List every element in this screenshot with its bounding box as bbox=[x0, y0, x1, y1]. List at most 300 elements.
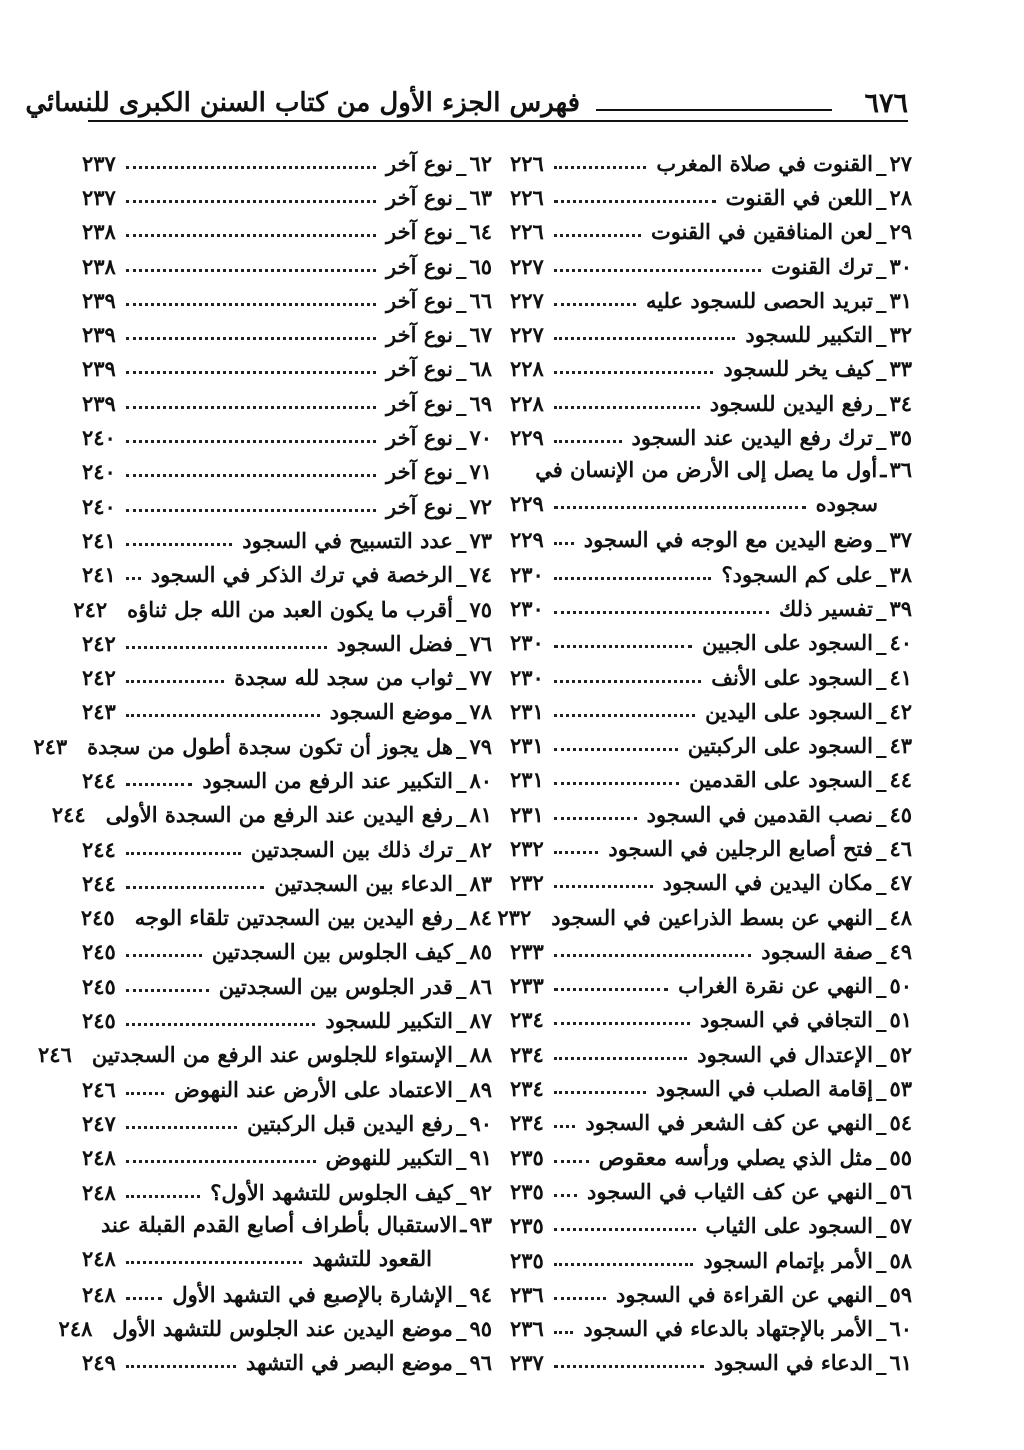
entry-dash: _ bbox=[875, 219, 887, 245]
index-entry bbox=[58, 1312, 492, 1346]
index-entry bbox=[510, 866, 912, 900]
entry-number: ٦٨ bbox=[469, 356, 492, 382]
index-entry bbox=[510, 1003, 912, 1037]
entry-number: ٧٩ bbox=[469, 733, 492, 759]
entry-title: ترك القنوت bbox=[771, 253, 873, 279]
entry-dash: _ bbox=[455, 1316, 467, 1342]
entry-dash: _ bbox=[455, 733, 467, 759]
entry-number: ٩٣ bbox=[469, 1211, 492, 1237]
entry-page: ٢٤٨ bbox=[82, 1145, 116, 1171]
entry-number: ٩٥ bbox=[469, 1316, 492, 1342]
index-entry bbox=[510, 1346, 912, 1380]
index-entry bbox=[510, 249, 912, 283]
entry-dash: _ bbox=[875, 938, 887, 964]
entry-title: نوع آخر bbox=[386, 150, 453, 176]
entry-title: القنوت في صلاة المغرب bbox=[656, 150, 873, 176]
entry-title: فتح أصابع الرجلين في السجود bbox=[608, 835, 873, 861]
leader-dots bbox=[554, 166, 647, 169]
entry-dash: _ bbox=[455, 459, 467, 485]
entry-title: موضع البصر في التشهد bbox=[245, 1350, 453, 1376]
leader-dots bbox=[126, 371, 376, 374]
leader-dots bbox=[554, 1331, 574, 1334]
entry-title: موضع اليدين عند الجلوس للتشهد الأول bbox=[112, 1316, 453, 1342]
entry-title: نوع آخر bbox=[386, 493, 453, 519]
index-entry bbox=[82, 626, 492, 660]
index-entry bbox=[510, 352, 912, 386]
entry-page: ٢٤٥ bbox=[82, 973, 116, 999]
entry-title: رفع اليدين عند الرفع من السجدة الأولى bbox=[105, 802, 453, 828]
entry-number: ٥٠ bbox=[889, 973, 912, 999]
entry-dash: _ bbox=[455, 425, 467, 451]
entry-title: كيف الجلوس للتشهد الأول؟ bbox=[210, 1179, 453, 1205]
entry-dash: _ bbox=[875, 1178, 887, 1204]
index-entry bbox=[510, 455, 912, 485]
entry-dash: _ bbox=[875, 1213, 887, 1239]
entry-number: ٥٩ bbox=[889, 1281, 912, 1307]
entry-page: ٢٤٥ bbox=[80, 905, 115, 931]
entry-page: ٢٤٢ bbox=[73, 596, 108, 622]
entry-page: ٢٣٩ bbox=[82, 356, 116, 382]
entry-page: ٢٢٦ bbox=[510, 150, 544, 176]
index-entry bbox=[510, 215, 912, 249]
entry-number: ٢٨ bbox=[889, 184, 912, 210]
entry-number: ٦٤ bbox=[469, 219, 492, 245]
index-entry bbox=[82, 1346, 492, 1380]
entry-number: ٤٦ bbox=[889, 835, 912, 861]
entry-page: ٢٣٠ bbox=[510, 664, 544, 690]
leader-dots bbox=[554, 851, 598, 854]
entry-title: نوع آخر bbox=[386, 287, 453, 313]
entry-number: ٤٣ bbox=[889, 733, 912, 759]
entry-title: الإعتدال في السجود bbox=[697, 1041, 873, 1067]
entry-dash: _ bbox=[455, 1179, 467, 1205]
entry-number: ٢٧ bbox=[889, 150, 912, 176]
index-entry bbox=[510, 317, 912, 351]
entry-dash: _ bbox=[455, 150, 467, 176]
entry-page: ٢٣٨ bbox=[82, 253, 116, 279]
index-entry bbox=[510, 934, 912, 968]
entry-dash: _ bbox=[875, 1350, 887, 1376]
entry-title: ترك ذلك بين السجدتين bbox=[250, 836, 453, 862]
index-entry bbox=[510, 557, 912, 591]
entry-title: نوع آخر bbox=[386, 356, 453, 382]
leader-dots bbox=[126, 1092, 165, 1095]
entry-number: ٦١ bbox=[889, 1350, 912, 1376]
entry-title: لعن المنافقين في القنوت bbox=[651, 219, 873, 245]
entry-dash: ـ bbox=[880, 457, 887, 483]
page-header bbox=[25, 84, 908, 124]
entry-page: ٢٤٤ bbox=[82, 767, 116, 793]
leader-dots bbox=[554, 988, 668, 991]
entry-page: ٢٤٨ bbox=[58, 1316, 93, 1342]
entry-page: ٢٣٧ bbox=[82, 150, 116, 176]
entry-title: عدد التسبيح في السجود bbox=[242, 527, 453, 553]
entry-page: ٢٣١ bbox=[510, 733, 544, 759]
index-entry bbox=[510, 1243, 912, 1277]
index-entry bbox=[82, 1277, 492, 1311]
entry-title: رفع اليدين قبل الركبتين bbox=[247, 1110, 453, 1136]
entry-number: ٨٧ bbox=[469, 1008, 492, 1034]
leader-dots bbox=[554, 1160, 589, 1163]
index-entry bbox=[82, 1072, 492, 1106]
entry-page: ٢٤٠ bbox=[82, 459, 116, 485]
leader-dots bbox=[126, 1261, 303, 1264]
entry-dash: _ bbox=[875, 664, 887, 690]
entry-title: النهي عن نقرة الغراب bbox=[678, 973, 873, 999]
entry-title: أول ما يصل إلى الأرض من الإنسان في bbox=[535, 457, 878, 483]
entry-title: التكبير للسجود bbox=[325, 1008, 453, 1034]
entry-page: ٢٣٢ bbox=[497, 904, 532, 930]
index-entry bbox=[510, 591, 912, 625]
entry-title: النهي عن كف الثياب في السجود bbox=[587, 1178, 873, 1204]
entry-page: ٢٤٢ bbox=[82, 665, 116, 691]
entry-title-continued: سجوده bbox=[815, 491, 878, 517]
entry-dash: _ bbox=[455, 390, 467, 416]
entry-dash: _ bbox=[455, 905, 467, 931]
entry-number: ٥٦ bbox=[889, 1178, 912, 1204]
entry-dash: _ bbox=[455, 630, 467, 656]
entry-dash: _ bbox=[455, 836, 467, 862]
entry-page: ٢٣٣ bbox=[510, 973, 544, 999]
entry-title: هل يجوز أن تكون سجدة أطول من سجدة bbox=[87, 733, 453, 759]
entry-title: نوع آخر bbox=[386, 253, 453, 279]
entry-number: ٤٢ bbox=[889, 698, 912, 724]
entry-title: الاعتماد على الأرض عند النهوض bbox=[174, 1076, 453, 1102]
entry-page: ٢٣٤ bbox=[510, 1041, 544, 1067]
entry-dash: _ bbox=[875, 630, 887, 656]
entry-dash: _ bbox=[455, 1350, 467, 1376]
entry-title: السجود على القدمين bbox=[689, 767, 873, 793]
entry-number: ٩٢ bbox=[469, 1179, 492, 1205]
entry-dash: _ bbox=[875, 904, 887, 930]
index-entry bbox=[82, 1209, 492, 1239]
entry-number: ٦٩ bbox=[469, 390, 492, 416]
entry-title: إقامة الصلب في السجود bbox=[655, 1076, 873, 1102]
entry-number: ٣٧ bbox=[889, 527, 912, 553]
index-entry bbox=[510, 386, 912, 420]
index-entry bbox=[510, 728, 912, 762]
index-entry bbox=[82, 455, 492, 489]
entry-number: ٣٦ bbox=[889, 457, 912, 483]
entry-dash: _ bbox=[875, 150, 887, 176]
entry-page: ٢٢٩ bbox=[510, 425, 544, 451]
index-entry bbox=[82, 180, 492, 214]
index-entry bbox=[510, 660, 912, 694]
entry-page: ٢٤٠ bbox=[82, 425, 116, 451]
entry-dash: _ bbox=[455, 699, 467, 725]
entry-dash: _ bbox=[875, 767, 887, 793]
entry-page: ٢٣٠ bbox=[510, 595, 544, 621]
index-entry bbox=[510, 1037, 912, 1071]
entry-number: ٣٨ bbox=[889, 561, 912, 587]
index-entry bbox=[82, 901, 492, 935]
entry-page: ٢٣٧ bbox=[82, 184, 116, 210]
entry-dash: _ bbox=[875, 287, 887, 313]
entry-page: ٢٣٢ bbox=[510, 835, 544, 861]
index-entry bbox=[510, 694, 912, 728]
entry-number: ٣٣ bbox=[889, 356, 912, 382]
index-entry bbox=[82, 695, 492, 729]
entry-page: ٢٤٤ bbox=[51, 802, 86, 828]
leader-dots bbox=[554, 200, 716, 203]
entry-dash: _ bbox=[875, 1247, 887, 1273]
entry-number: ٩٦ bbox=[469, 1350, 492, 1376]
entry-title: النهي عن بسط الذراعين في السجود bbox=[551, 904, 873, 930]
index-entry bbox=[510, 283, 912, 317]
index-entry bbox=[510, 1140, 912, 1174]
entry-title: كيف يخر للسجود bbox=[723, 356, 873, 382]
entry-title: التكبير للسجود bbox=[745, 322, 873, 348]
entry-number: ٦٦ bbox=[469, 287, 492, 313]
entry-page: ٢٤٨ bbox=[82, 1281, 116, 1307]
entry-dash: _ bbox=[455, 493, 467, 519]
index-entry bbox=[82, 215, 492, 249]
entry-page: ٢٤١ bbox=[82, 562, 116, 588]
entry-dash: _ bbox=[455, 1008, 467, 1034]
leader-dots bbox=[554, 1022, 690, 1025]
entry-number: ٥٣ bbox=[889, 1076, 912, 1102]
entry-dash: _ bbox=[455, 665, 467, 691]
entry-page: ٢٢٩ bbox=[510, 527, 544, 553]
entry-number: ٤١ bbox=[889, 664, 912, 690]
index-entry bbox=[510, 831, 912, 865]
index-entry bbox=[82, 352, 492, 386]
entry-dash: _ bbox=[455, 1076, 467, 1102]
entry-page: ٢٤٧ bbox=[82, 1110, 116, 1136]
entry-dash: _ bbox=[455, 973, 467, 999]
leader-dots bbox=[554, 1228, 696, 1231]
entry-page: ٢٤٠ bbox=[82, 493, 116, 519]
entry-page: ٢٤٥ bbox=[82, 1008, 116, 1034]
entry-number: ٤٠ bbox=[889, 630, 912, 656]
entry-page: ٢٢٦ bbox=[510, 184, 544, 210]
index-entry bbox=[510, 1209, 912, 1243]
entry-number: ٧٤ bbox=[469, 562, 492, 588]
running-title: فهرس الجزء الأول من كتاب السنن الكبرى للنسائي bbox=[25, 88, 580, 118]
entry-title: وضع اليدين مع الوجه في السجود bbox=[583, 527, 873, 553]
entry-dash: _ bbox=[455, 322, 467, 348]
entry-number: ٨١ bbox=[469, 802, 492, 828]
entry-page: ٢٤٨ bbox=[82, 1245, 116, 1271]
index-entry bbox=[82, 489, 492, 523]
entry-dash: _ bbox=[875, 1316, 887, 1342]
entry-number: ٨٤ bbox=[469, 905, 492, 931]
index-column-right bbox=[497, 146, 912, 1380]
entry-number: ٧٠ bbox=[469, 425, 492, 451]
entry-number: ٣٢ bbox=[889, 322, 912, 348]
leader-dots bbox=[554, 748, 678, 751]
entry-page: ٢٤٣ bbox=[82, 699, 116, 725]
entry-dash: _ bbox=[875, 870, 887, 896]
index-entry bbox=[510, 523, 912, 557]
entry-title: الإشارة بالإصبع في التشهد الأول bbox=[172, 1281, 453, 1307]
index-entry bbox=[510, 626, 912, 660]
entry-title: السجود على الجبين bbox=[702, 630, 873, 656]
entry-page: ٢٣٠ bbox=[510, 561, 544, 587]
entry-page: ٢٣٥ bbox=[510, 1247, 544, 1273]
entry-dash: _ bbox=[875, 561, 887, 587]
entry-number: ٤٥ bbox=[889, 801, 912, 827]
index-entry bbox=[82, 969, 492, 1003]
leader-dots bbox=[554, 269, 761, 272]
entry-page: ٢٣٠ bbox=[510, 630, 544, 656]
entry-title: الأمر بإتمام السجود bbox=[703, 1247, 873, 1273]
index-entry bbox=[82, 249, 492, 283]
entry-dash: _ bbox=[455, 356, 467, 382]
header-underline bbox=[88, 120, 908, 122]
entry-page: ٢٢٧ bbox=[510, 322, 544, 348]
entry-title: الدعاء بين السجدتين bbox=[274, 870, 453, 896]
entry-page: ٢٣٣ bbox=[510, 938, 544, 964]
entry-title: أقرب ما يكون العبد من الله جل ثناؤه bbox=[127, 596, 453, 622]
index-entry bbox=[82, 1003, 492, 1037]
index-entry bbox=[510, 420, 912, 454]
entry-dash: _ bbox=[455, 767, 467, 793]
index-entry bbox=[510, 1312, 912, 1346]
entry-number: ٤٨ bbox=[889, 904, 912, 930]
entry-number: ٨٥ bbox=[469, 939, 492, 965]
entry-number: ٣١ bbox=[889, 287, 912, 313]
entry-title: الاستقبال بأطراف أصابع القدم القبلة عند bbox=[100, 1211, 458, 1237]
entry-dash: _ bbox=[875, 425, 887, 451]
entry-page: ٢٤٩ bbox=[82, 1350, 116, 1376]
entry-number: ٨٨ bbox=[469, 1042, 492, 1068]
leader-dots bbox=[126, 406, 376, 409]
entry-dash: _ bbox=[875, 184, 887, 210]
entry-title-continued: القعود للتشهد bbox=[312, 1245, 432, 1271]
entry-number: ٤٧ bbox=[889, 870, 912, 896]
leader-dots bbox=[554, 680, 701, 683]
leader-dots bbox=[554, 1297, 606, 1300]
entry-page: ٢٣٦ bbox=[510, 1316, 544, 1342]
entry-page: ٢٣٦ bbox=[510, 1281, 544, 1307]
leader-dots bbox=[126, 886, 265, 889]
entry-page: ٢٣٤ bbox=[510, 1076, 544, 1102]
entry-dash: ـ bbox=[460, 1211, 467, 1237]
entry-title: التكبير عند الرفع من السجود bbox=[202, 767, 453, 793]
leader-dots bbox=[126, 714, 320, 717]
leader-dots bbox=[554, 782, 679, 785]
entry-dash: _ bbox=[455, 287, 467, 313]
entry-page: ٢٤٥ bbox=[82, 939, 116, 965]
index-entry bbox=[510, 1106, 912, 1140]
entry-title: السجود على الثياب bbox=[705, 1213, 873, 1239]
entry-dash: _ bbox=[455, 1110, 467, 1136]
leader-dots bbox=[554, 440, 622, 443]
index-entry bbox=[510, 763, 912, 797]
leader-dots bbox=[126, 440, 376, 443]
entry-title: مثل الذي يصلي ورأسه معقوص bbox=[598, 1144, 873, 1170]
entry-dash: _ bbox=[875, 801, 887, 827]
entry-number: ٧٧ bbox=[469, 665, 492, 691]
entry-number: ٥٤ bbox=[889, 1110, 912, 1136]
leader-dots bbox=[554, 506, 806, 509]
entry-dash: _ bbox=[455, 1281, 467, 1307]
index-entry bbox=[82, 283, 492, 317]
entry-number: ٨٢ bbox=[469, 836, 492, 862]
entry-dash: _ bbox=[455, 562, 467, 588]
entry-dash: _ bbox=[875, 322, 887, 348]
entry-title: السجود على الركبتين bbox=[687, 733, 873, 759]
entry-page: ٢٢٩ bbox=[510, 491, 544, 517]
header-rule bbox=[596, 109, 832, 111]
leader-dots bbox=[554, 611, 769, 614]
entry-number: ٣٥ bbox=[889, 425, 912, 451]
leader-dots bbox=[554, 885, 653, 888]
entry-title: الإستواء للجلوس عند الرفع من السجدتين bbox=[91, 1042, 453, 1068]
leader-dots bbox=[126, 474, 376, 477]
entry-number: ٨٩ bbox=[469, 1076, 492, 1102]
leader-dots bbox=[126, 646, 327, 649]
entry-title: الدعاء في السجود bbox=[713, 1350, 873, 1376]
entry-title: نوع آخر bbox=[386, 425, 453, 451]
entry-title: التكبير للنهوض bbox=[325, 1145, 453, 1171]
entry-title: ثواب من سجد لله سجدة bbox=[234, 665, 453, 691]
entry-number: ٥٨ bbox=[889, 1247, 912, 1273]
index-entry bbox=[510, 180, 912, 214]
index-entry bbox=[38, 1038, 492, 1072]
entry-number: ٦٥ bbox=[469, 253, 492, 279]
leader-dots bbox=[126, 269, 376, 272]
entry-dash: _ bbox=[875, 1041, 887, 1067]
entry-page: ٢٢٨ bbox=[510, 390, 544, 416]
entry-title: نوع آخر bbox=[386, 322, 453, 348]
entry-dash: _ bbox=[455, 596, 467, 622]
entry-page: ٢٤٤ bbox=[82, 836, 116, 862]
leader-dots bbox=[554, 542, 574, 545]
entry-number: ٦٣ bbox=[469, 184, 492, 210]
leader-dots bbox=[126, 337, 376, 340]
leader-dots bbox=[554, 645, 692, 648]
index-entry bbox=[510, 797, 912, 831]
entry-number: ٥٧ bbox=[889, 1213, 912, 1239]
entry-dash: _ bbox=[455, 802, 467, 828]
index-entry bbox=[82, 935, 492, 969]
page-number: ٦٧٦ bbox=[864, 88, 908, 119]
index-entry bbox=[82, 763, 492, 797]
entry-dash: _ bbox=[455, 527, 467, 553]
entry-title: النهي عن كف الشعر في السجود bbox=[585, 1110, 873, 1136]
entry-title: نوع آخر bbox=[386, 459, 453, 485]
entry-title: كيف الجلوس بين السجدتين bbox=[211, 939, 453, 965]
leader-dots bbox=[554, 337, 736, 340]
leader-dots bbox=[554, 714, 695, 717]
entry-page: ٢٣٩ bbox=[82, 390, 116, 416]
leader-dots bbox=[126, 1297, 163, 1300]
index-entry bbox=[33, 729, 492, 763]
leader-dots bbox=[554, 577, 712, 580]
entry-page: ٢٣٥ bbox=[510, 1213, 544, 1239]
index-entry bbox=[82, 660, 492, 694]
index-entry bbox=[510, 1277, 912, 1311]
entry-title: نصب القدمين في السجود bbox=[646, 801, 873, 827]
entry-page: ٢٣١ bbox=[510, 698, 544, 724]
leader-dots bbox=[126, 1195, 200, 1198]
entry-title: موضع السجود bbox=[329, 699, 453, 725]
entry-dash: _ bbox=[455, 219, 467, 245]
entry-page: ٢٤٦ bbox=[38, 1042, 72, 1068]
entry-title: تبريد الحصى للسجود عليه bbox=[645, 287, 873, 313]
entry-dash: _ bbox=[875, 1110, 887, 1136]
entry-dash: _ bbox=[455, 1145, 467, 1171]
entry-number: ٦٢ bbox=[469, 150, 492, 176]
entry-dash: _ bbox=[875, 835, 887, 861]
entry-dash: _ bbox=[875, 253, 887, 279]
entry-page: ٢٣٢ bbox=[510, 870, 544, 896]
index-entry bbox=[497, 900, 912, 934]
leader-dots bbox=[126, 783, 193, 786]
entry-page: ٢٣٩ bbox=[82, 322, 116, 348]
